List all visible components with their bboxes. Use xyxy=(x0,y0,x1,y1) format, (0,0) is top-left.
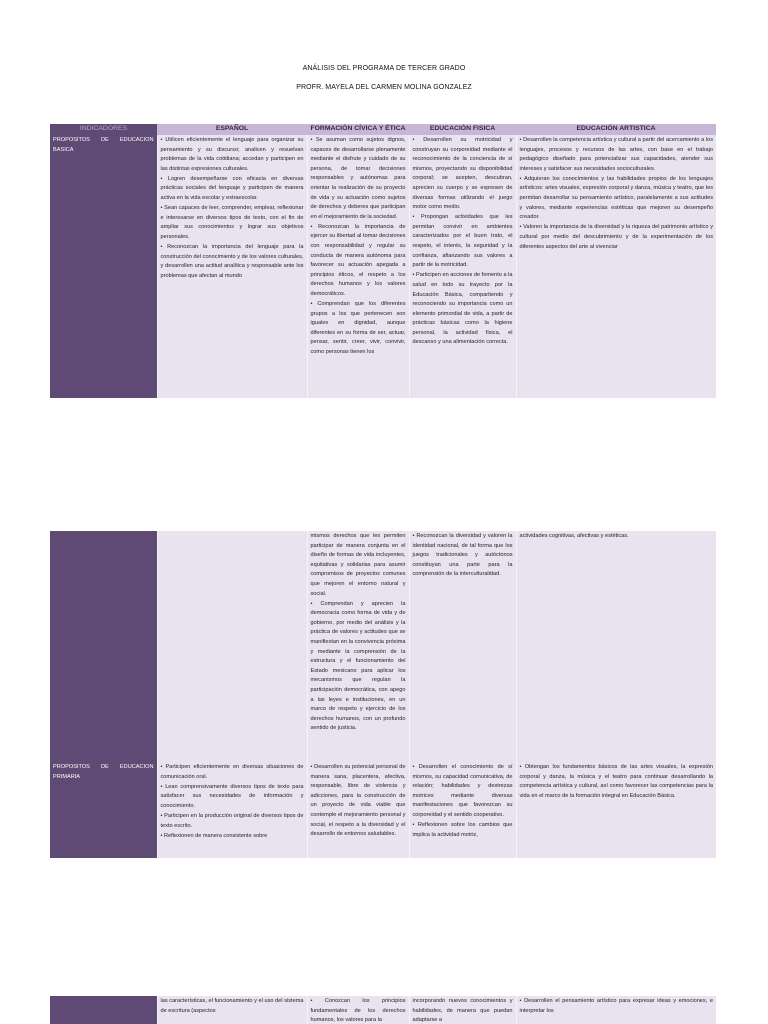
paragraph: • Reconozcan la diversidad y valoren la identidad nacional, de tal forma que los juegos tradicionales y autóctonos constituyan una parte para la comprensión de la interculturalidad. xyxy=(412,533,513,578)
paragraph: • Se asuman como sujetos dignos, capaces de desarrollarse plenamente mediante el disfrute y cuidado de su persona, de tomar decisiones responsables y autónomas para orientar la realización de su proyecto de vida y su actuación como sujetos de derechos y deberes que participan en el mejoramiento de la sociedad. xyxy=(310,137,406,220)
header-espanol: ESPAÑOL xyxy=(157,124,307,135)
table-row xyxy=(50,996,716,1024)
paragraph: • Desarrollen su motricidad y construyan su corporeidad mediante el reconocimiento de la conciencia de sí mismos, proyectando su disponibilidad corporal; se acepten, descubran, aprecien su cuerpo y se expresen de diversas formas utilizando el juego motor como medio. xyxy=(412,137,513,211)
row-label-empty xyxy=(50,531,157,762)
document-title: ANÁLISIS DEL PROGRAMA DE TERCER GRADO xyxy=(302,65,466,72)
analysis-table-part-3 xyxy=(50,996,716,1024)
paragraph: • Comprendan y aprecien la democracia como forma de vida y de gobierno, por medio del análisis y la práctica de valores y actitudes que se manifiestan en la convivencia próxima y mediante la comprensión de la estructura y el funcionamiento del Estado mexicano para aplicar los mecanismos que regulan la participación democrática, con apego a las leyes e instituciones, en un marco de respeto y ejercicio de los derechos humanos, con un profundo sentido de justicia. xyxy=(310,600,406,732)
paragraph: actividades cognitivas, afectivas y estéticas. xyxy=(519,533,629,539)
paragraph: • Utilicen eficientemente el lenguaje para organizar su pensamiento y su discurso; analicen y resuelvan problemas de la vida cotidiana; accedan y participen en las distintas expresiones culturales. xyxy=(160,137,304,172)
cell-civica-continued xyxy=(307,531,409,762)
paragraph: • Participen en la producción original de diversos tipos de texto escrito. xyxy=(160,812,304,829)
paragraph: • Comprendan que los diferentes grupos a los que pertenecen son iguales en dignidad, aunque diferentes en su forma de ser, actuar, pensar, sentir, creer, vivir, convivir, como personas tienen los xyxy=(310,301,406,356)
analysis-table-part-2 xyxy=(50,531,716,858)
cell-civica xyxy=(307,135,409,398)
cell-fisica-continued xyxy=(409,531,516,762)
header-civica: FORMACIÓN CÍVICA Y ÉTICA xyxy=(307,124,409,135)
table-header-row xyxy=(50,124,716,135)
table-row xyxy=(50,762,716,858)
paragraph: • Desarrollen la competencia artística y cultural a partir del acercamiento a los lenguajes, procesos y recursos de las artes, con base en el trabajo pedagógico diseñado para potencializar sus capacidades, atender sus intereses y satisfacer sus necesidades socioculturales. xyxy=(519,137,713,172)
paragraph: mismos derechos que les permiten participar de manera conjunta en el diseño de formas de vida incluyentes, equitativas y solidarias para asumir compromisos de proyectos comunes que mejoren el entorno natural y social. xyxy=(310,533,406,597)
cell-espanol-empty xyxy=(157,531,307,762)
paragraph: las características, el funcionamiento y el uso del sistema de escritura (aspectos xyxy=(160,998,304,1014)
paragraph: • Sean capaces de leer, comprender, emplear, reflexionar e interesarse en diversos tipos de texto, con el fin de ampliar sus conocimientos y lograr sus objetivos personales. xyxy=(160,205,304,240)
document-author: PROFR. MAYELA DEL CARMEN MOLINA GONZALEZ xyxy=(296,84,472,91)
cell-civica xyxy=(307,762,409,858)
cell-artistica xyxy=(516,762,716,858)
paragraph: • Conozcan los principios fundamentales de los derechos humanos, los valores para la xyxy=(310,998,406,1024)
paragraph: • Desarrollen su potencial personal de manera sana, placentera, afectiva, responsable, libre de violencia y adicciones, para la construcción de un proyecto de vida viable que contemple el mejoramiento personal y social, el respeto a la diversidad y el desarrollo de entornos saludables. xyxy=(310,764,406,838)
row-label-empty xyxy=(50,996,157,1024)
paragraph: • Obtengan los fundamentos básicos de las artes visuales, la expresión corporal y danza, la música y el teatro para continuar desarrollando la competencia artística y cultural, así como favorecer las competencias para la vida en el marco de la formación integral en Educación Básica. xyxy=(519,764,713,799)
header-indicadores: INDICADORES xyxy=(50,124,157,135)
cell-fisica-continued xyxy=(409,996,516,1024)
header-artistica: EDUCACIÓN ARTISTICA xyxy=(516,124,716,135)
header-fisica: EDUCACIÓN FISICA xyxy=(409,124,516,135)
analysis-table-part-1 xyxy=(50,124,716,398)
paragraph: • Valoren la importancia de la diversidad y la riqueza del patrimonio artístico y cultural por medio del descubrimiento y de la experimentación de los diferentes aspectos del arte al vivenciar xyxy=(519,224,713,250)
paragraph: • Participen eficientemente en diversas situaciones de comunicación oral. xyxy=(160,764,304,780)
table-row xyxy=(50,531,716,762)
cell-artistica xyxy=(516,135,716,398)
paragraph: • Reconozcan la importancia de ejercer su libertad al tomar decisiones con responsabilidad y regular su conducta de manera autónoma para favorecer su actuación apegada a principios éticos, el respeto a los derechos humanos y los valores democráticos. xyxy=(310,223,406,297)
cell-espanol xyxy=(157,135,307,398)
row-label-primaria: PROPOSITOS DE EDUCACION PRIMARIA xyxy=(50,762,157,858)
cell-espanol xyxy=(157,762,307,858)
cell-fisica xyxy=(409,762,516,858)
paragraph: • Logren desempeñarse con eficacia en diversas prácticas sociales del lenguaje y participen de manera activa en la vida escolar y extraescolar. xyxy=(160,175,304,202)
row-label-basica: PROPOSITOS DE EDUCACION BASICA xyxy=(50,135,157,398)
paragraph: • Adquieran los conocimientos y las habilidades propios de los lenguajes artísticos: artes visuales, expresión corporal y danza, música y teatro, que les permitan desarrollar su pensamiento artístico, paralelamente a sus actitudes y valores, mediante experiencias estéticas que mejoren su desempeño creador. xyxy=(519,175,713,221)
paragraph: • Reflexionen sobre los cambios que implica la actividad motriz, xyxy=(412,822,513,838)
paragraph: • Desarrollen el pensamiento artístico para expresar ideas y emociones, e interpretar los xyxy=(519,998,713,1014)
paragraph: • Lean comprensivamente diversos tipos de texto para satisfacer sus necesidades de información y conocimiento. xyxy=(160,783,304,809)
cell-fisica xyxy=(409,135,516,398)
cell-artistica-continued xyxy=(516,531,716,762)
paragraph: • Participen en acciones de fomento a la salud en todo su trayecto por la Educación Básica, compartiendo y reconociendo su importancia como un elemento primordial de vida, a partir de prácticas básicas como la higiene personal, la actividad física, el descanso y una alimentación correcta. xyxy=(412,272,513,346)
paragraph: • Reflexionen de manera consistente sobre xyxy=(160,832,268,839)
cell-artistica xyxy=(516,996,716,1024)
paragraph: • Reconozcan la importancia del lenguaje para la construcción del conocimiento y de los valores culturales, y desarrollen una actitud analítica y responsable ante los problemas que afectan al mundo xyxy=(160,244,304,279)
table-row xyxy=(50,135,716,398)
cell-espanol-continued xyxy=(157,996,307,1024)
paragraph: • Propongan actividades que les permitan convivir en ambientes caracterizados por el buen trato, el respeto, el interés, la seguridad y la confianza, afianzando sus valores a partir de la motricidad. xyxy=(412,214,513,269)
cell-civica xyxy=(307,996,409,1024)
paragraph: incorporando nuevos conocimientos y habilidades, de manera que puedan adaptarse a xyxy=(412,998,513,1024)
paragraph: • Desarrollen el conocimiento de sí mismos, su capacidad comunicativa, de relación; habilidades y destrezas motrices mediante diversas manifestaciones que favorezcan su corporeidad y el sentido cooperativo. xyxy=(412,764,513,818)
